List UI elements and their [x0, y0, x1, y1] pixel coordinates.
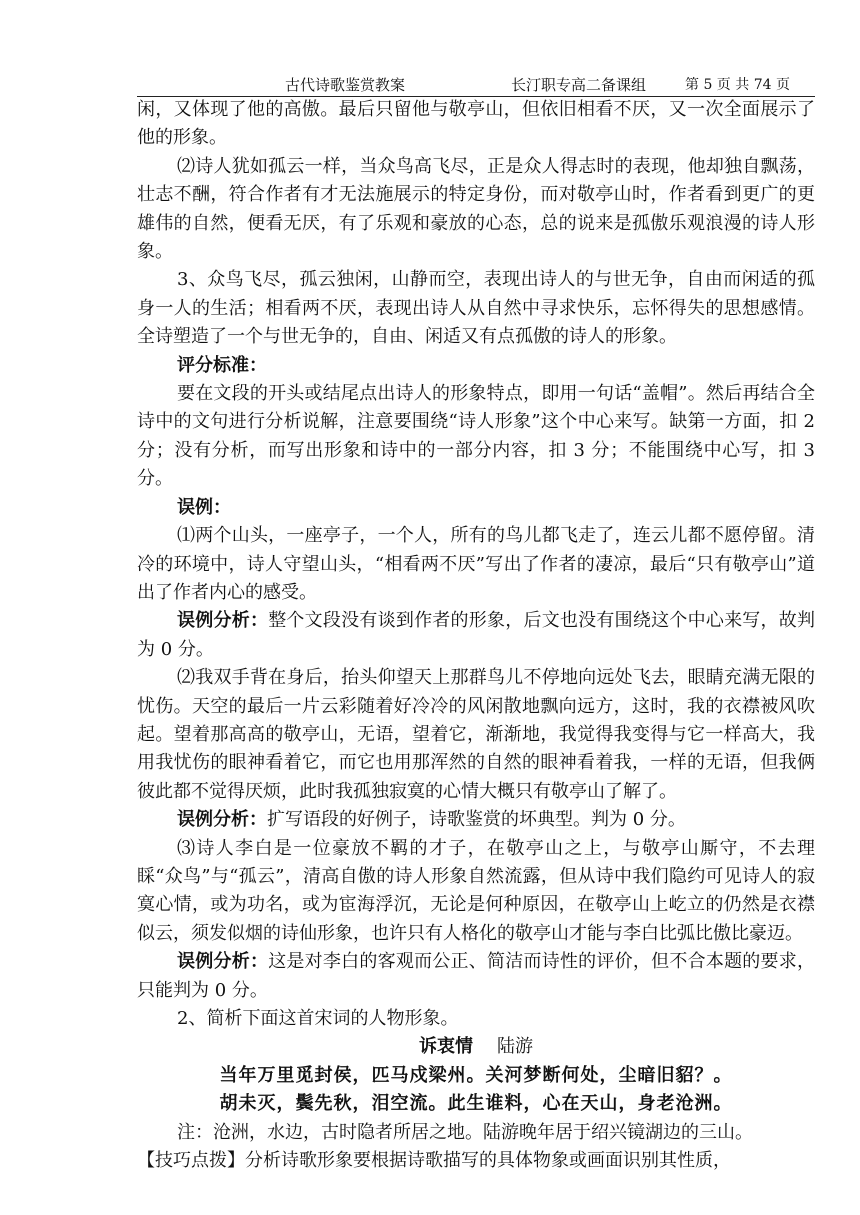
error-analysis-label: 误例分析： — [177, 951, 269, 973]
error-analysis-text: 这是对李白的客观而公正、简洁而诗性的评价，但不合本题的要求，只能判为 0 分。 — [137, 951, 816, 1001]
technique-tip: 【技巧点拨】分析诗歌形象要根据诗歌描写的具体物象或画面识别其性质， — [137, 1150, 731, 1172]
poem-heading — [137, 1033, 815, 1061]
error-example-2: ⑵我双手背在身后，抬头仰望天上那群鸟儿不停地向远处飞去，眼睛充满无限的忧伤。天空的最后一片云彩随着好冷冷的风闲散地飘向远方，这时，我的衣襟被风吹起。望着那高高的敬亭山，无语，望着它，渐渐地，我觉得我变得与它一样高大，我用我忧伤的眼神看着它，而它也用那浑然的自然的眼神看着我，一样的无语，但我俩彼此都不觉得厌烦，此时我孤独寂寞的心情大概只有敬亭山了解了。 — [137, 667, 815, 802]
question-2: 2、简析下面这首宋词的人物形象。 — [177, 1008, 459, 1029]
document-body — [137, 96, 815, 1175]
poem-author: 陆游 — [497, 1036, 533, 1058]
error-example-1: ⑴两个山头，一座亭子，一个人，所有的鸟儿都飞走了，连云儿都不愿停留。清冷的环境中，诗人守望山头，“相看两不厌”写出了作者的凄凉，最后“只有敬亭山”道出了作者内心的感受。 — [137, 525, 815, 603]
error-analysis-text: 扩写语段的好例子，诗歌鉴赏的坏典型。判为 0 分。 — [267, 809, 686, 831]
header-doc-title: 古代诗歌鉴赏教案 — [285, 76, 406, 94]
paragraph-continued: 闲，又体现了他的高傲。最后只留他与敬亭山，但依旧相看不厌，又一次全面展示了他的形象。 — [137, 99, 815, 149]
poem-line-2: 胡未灭，鬓先秋，泪空流。此生谁料，心在天山，身老沧洲。 — [219, 1093, 733, 1115]
error-examples-label: 误例： — [177, 496, 231, 518]
header-page-info: 第 5 页 共 74 页 — [685, 77, 790, 93]
header-org: 长汀职专高二备课组 — [511, 76, 647, 94]
error-analysis-label: 误例分析： — [177, 809, 267, 831]
poem-note: 注：沧洲，水边，古时隐者所居之地。陆游晚年居于绍兴镜湖边的三山。 — [177, 1121, 753, 1143]
error-analysis-label: 误例分析： — [177, 610, 269, 632]
error-analysis-2 — [137, 806, 815, 834]
error-analysis-1 — [137, 607, 815, 664]
scoring-standard-text: 要在文段的开头或结尾点出诗人的形象特点，即用一句话“盖帽”。然后再结合全诗中的文句进行分析说解，注意要围绕“诗人形象”这个中心来写。缺第一方面，扣 2 分；没有分析，而写出形象和诗中的一部分内容，扣 3 分；不能围绕中心写，扣 3 分。 — [137, 383, 815, 490]
paragraph-answer-2: ⑵诗人犹如孤云一样，当众鸟高飞尽，正是众人得志时的表现，他却独自飘荡，壮志不酬，符合作者有才无法施展示的特定身份，而对敬亭山时，作者看到更广的更雄伟的自然，便看无厌，有了乐观和豪放的心态，总的说来是孤傲乐观浪漫的诗人形象。 — [137, 155, 815, 263]
error-analysis-3 — [137, 948, 815, 1005]
poem-title: 诉衷情 — [419, 1036, 473, 1058]
page-header — [137, 70, 815, 97]
error-analysis-text: 整个文段没有谈到作者的形象，后文也没有围绕这个中心来写，故判为 0 分。 — [137, 610, 816, 660]
paragraph-answer-3: 3、众鸟飞尽，孤云独闲，山静而空，表现出诗人的与世无争，自由而闲适的孤身一人的生活；相看两不厌，表现出诗人从自然中寻求快乐，忘怀得失的思想感情。全诗塑造了一个与世无争的，自由、闲适又有点孤傲的诗人的形象。 — [137, 269, 815, 348]
scoring-standard-label: 评分标准： — [177, 354, 267, 376]
poem-line-1: 当年万里觅封侯，匹马戍梁州。关河梦断何处，尘暗旧貂？。 — [219, 1064, 733, 1086]
error-example-3: ⑶诗人李白是一位豪放不羁的才子，在敬亭山之上，与敬亭山厮守，不去理睬“众鸟”与“孤云”，清高自傲的诗人形象自然流露，但从诗中我们隐约可见诗人的寂寞心情，或为功名，或为宦海浮沉，无论是何种原因，在敬亭山上屹立的仍然是衣襟似云，须发似烟的诗仙形象，也许只有人格化的敬亭山才能与李白比弧比傲比豪迈。 — [137, 837, 815, 944]
